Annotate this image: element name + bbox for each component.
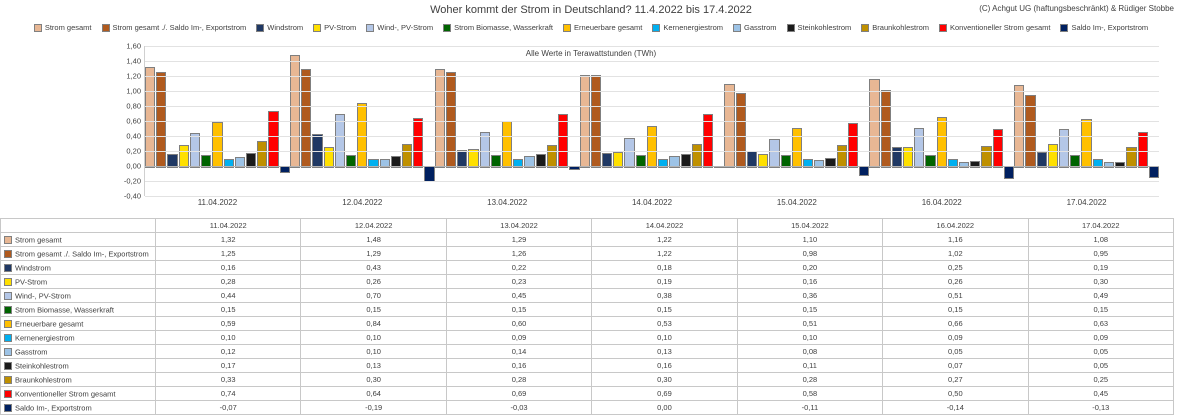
bar[interactable] <box>301 69 311 168</box>
legend-item <box>652 23 723 32</box>
bar[interactable] <box>1149 166 1159 178</box>
legend-item <box>939 23 1050 32</box>
legend-item <box>861 23 929 32</box>
table-cell: 0,19 <box>1028 261 1173 275</box>
table-cell: 0,45 <box>446 289 591 303</box>
table-cell: 0,15 <box>592 303 737 317</box>
table-cell: 0,95 <box>1028 247 1173 261</box>
legend-label: Windstrom <box>267 23 304 32</box>
bar[interactable] <box>1048 144 1058 169</box>
table-cell: 0,10 <box>592 331 737 345</box>
row-label: Kernenergiestrom <box>15 333 75 343</box>
legend-item <box>256 23 303 32</box>
gridline <box>145 151 1159 152</box>
column-header: 11.04.2022 <box>156 219 301 233</box>
gridline <box>145 166 1159 167</box>
row-label: Konventioneller Strom gesamt <box>15 389 116 399</box>
row-header <box>1 233 156 247</box>
table-cell: 0,10 <box>301 331 446 345</box>
legend-swatch <box>313 24 321 32</box>
table-body <box>1 233 1174 415</box>
table-cell: 0,09 <box>446 331 591 345</box>
bar[interactable] <box>402 144 412 169</box>
table-row <box>1 373 1174 387</box>
row-label: Erneuerbare gesamt <box>15 319 84 329</box>
table-cell: 0,84 <box>301 317 446 331</box>
table-cell: 0,38 <box>592 289 737 303</box>
table-cell: 0,43 <box>301 261 446 275</box>
table-cell: 0,30 <box>1028 275 1173 289</box>
series-swatch <box>4 278 12 286</box>
table-cell: 0,18 <box>592 261 737 275</box>
table-cell: 0,15 <box>156 303 301 317</box>
series-swatch <box>4 334 12 342</box>
table-cell: 0,10 <box>156 331 301 345</box>
series-swatch <box>4 292 12 300</box>
bar[interactable] <box>692 144 702 169</box>
bar[interactable] <box>547 145 557 168</box>
bar[interactable] <box>257 141 267 168</box>
gridline <box>145 46 1159 47</box>
table-cell: -0,03 <box>446 401 591 415</box>
table-cell: 0,13 <box>592 345 737 359</box>
column-header: 14.04.2022 <box>592 219 737 233</box>
bar[interactable] <box>881 90 891 169</box>
table-cell: 0,70 <box>301 289 446 303</box>
table-cell: 0,74 <box>156 387 301 401</box>
row-header <box>1 401 156 415</box>
legend-swatch <box>443 24 451 32</box>
table-cell: 0,30 <box>301 373 446 387</box>
copyright-note: (C) Achgut UG (haftungsbeschränkt) & Rüdiger Stobbe <box>979 4 1174 13</box>
table-cell: -0,19 <box>301 401 446 415</box>
table-cell: 0,16 <box>446 359 591 373</box>
table-row <box>1 387 1174 401</box>
legend-item <box>733 23 777 32</box>
bar[interactable] <box>179 145 189 168</box>
legend-swatch <box>366 24 374 32</box>
table-cell: 0,05 <box>883 345 1028 359</box>
bar[interactable] <box>145 67 155 168</box>
legend-swatch <box>787 24 795 32</box>
bar[interactable] <box>502 121 512 168</box>
bar[interactable] <box>1081 119 1091 168</box>
row-label: Braunkohlestrom <box>15 375 72 385</box>
bar[interactable] <box>981 146 991 168</box>
table-cell: 0,12 <box>156 345 301 359</box>
legend-item <box>1060 23 1148 32</box>
row-header <box>1 275 156 289</box>
bar[interactable] <box>993 129 1003 169</box>
legend-label: Kernenergiestrom <box>663 23 723 32</box>
table-cell: 1,25 <box>156 247 301 261</box>
bar[interactable] <box>937 117 947 169</box>
chart-subtitle: Alle Werte in Terawattstunden (TWh) <box>525 49 657 58</box>
table-cell: 0,45 <box>1028 387 1173 401</box>
legend-swatch <box>256 24 264 32</box>
row-label: Steinkohlestrom <box>15 361 69 371</box>
table-cell: 0,15 <box>883 303 1028 317</box>
y-axis-tick-label: 1,40 <box>126 56 141 66</box>
row-label: PV-Strom <box>15 277 48 287</box>
table-cell: 0,15 <box>301 303 446 317</box>
legend-label: Strom Biomasse, Wasserkraft <box>454 23 553 32</box>
table-cell: 0,28 <box>156 275 301 289</box>
legend-label: Saldo Im-, Exportstrom <box>1071 23 1149 32</box>
table-cell: 0,17 <box>156 359 301 373</box>
data-table <box>0 218 1174 415</box>
y-axis-tick-label: 0,00 <box>126 161 141 171</box>
table-cell: 0,36 <box>737 289 882 303</box>
table-cell: 0,26 <box>301 275 446 289</box>
table-cell: 0,19 <box>592 275 737 289</box>
bar[interactable] <box>724 84 734 169</box>
table-row <box>1 303 1174 317</box>
legend-label: Wind-, PV-Strom <box>377 23 434 32</box>
table-cell: 0,00 <box>592 401 737 415</box>
x-axis-tick-label: 11.04.2022 <box>197 198 238 207</box>
table-cell: 1,10 <box>737 233 882 247</box>
table-row <box>1 401 1174 415</box>
y-axis-tick-label: 1,20 <box>126 71 141 81</box>
series-swatch <box>4 306 12 314</box>
table-cell: 0,26 <box>883 275 1028 289</box>
table-row <box>1 289 1174 303</box>
row-label: Strom gesamt ./. Saldo Im-, Exportstrom <box>15 249 149 259</box>
bar[interactable] <box>647 126 657 168</box>
table-cell: 0,58 <box>737 387 882 401</box>
table-cell: -0,11 <box>737 401 882 415</box>
table-cell: 0,16 <box>592 359 737 373</box>
table-cell: 0,10 <box>737 331 882 345</box>
series-swatch <box>4 320 12 328</box>
table-cell: 1,29 <box>301 247 446 261</box>
bar[interactable] <box>268 111 278 169</box>
table-cell: 0,07 <box>883 359 1028 373</box>
bar[interactable] <box>558 114 568 168</box>
legend-item <box>443 23 553 32</box>
column-header: 12.04.2022 <box>301 219 446 233</box>
table-cell: 0,05 <box>1028 359 1173 373</box>
x-axis-tick-label: 14.04.2022 <box>631 198 673 207</box>
table-cell: 0,28 <box>737 373 882 387</box>
gridline <box>145 196 1159 197</box>
gridline <box>145 76 1159 77</box>
table-cell: 0,30 <box>592 373 737 387</box>
table-cell: -0,07 <box>156 401 301 415</box>
legend-label: PV-Strom <box>324 23 357 32</box>
legend-swatch <box>563 24 571 32</box>
x-axis-tick-label: 13.04.2022 <box>487 198 528 207</box>
table-cell: 0,63 <box>1028 317 1173 331</box>
page-title: Woher kommt der Strom in Deutschland? 11.4.2022 bis 17.4.2022 <box>430 4 752 16</box>
y-axis-tick-label: 1,60 <box>126 41 141 51</box>
table-cell: 0,11 <box>737 359 882 373</box>
series-swatch <box>4 236 12 244</box>
gridline <box>145 61 1159 62</box>
table-cell: 0,14 <box>446 345 591 359</box>
series-swatch <box>4 404 12 412</box>
table-cell: 0,08 <box>737 345 882 359</box>
table-cell: 0,25 <box>883 261 1028 275</box>
legend-label: Steinkohlestrom <box>797 23 852 32</box>
bar[interactable] <box>280 166 290 173</box>
table-cell: 0,15 <box>446 303 591 317</box>
bar[interactable] <box>624 138 634 169</box>
gridline <box>145 106 1159 107</box>
y-axis-tick-label: 0,60 <box>126 116 141 126</box>
table-cell: 0,44 <box>156 289 301 303</box>
table-cell: 0,28 <box>446 373 591 387</box>
row-label: Strom gesamt <box>15 235 62 245</box>
table-cell: 0,50 <box>883 387 1028 401</box>
row-header <box>1 247 156 261</box>
table-cell: 0,49 <box>1028 289 1173 303</box>
table-cell: 0,66 <box>883 317 1028 331</box>
legend-label: Braunkohlestrom <box>872 23 929 32</box>
column-header: 13.04.2022 <box>446 219 591 233</box>
y-axis-tick-label: -0,20 <box>123 176 141 186</box>
table-cell: 0,16 <box>737 275 882 289</box>
y-axis-tick-label: 0,20 <box>126 146 141 156</box>
bar[interactable] <box>424 166 434 182</box>
bar[interactable] <box>792 128 802 168</box>
table-cell: 0,20 <box>737 261 882 275</box>
legend-swatch <box>652 24 660 32</box>
legend-item <box>102 23 247 32</box>
table-cell: 1,22 <box>592 233 737 247</box>
series-swatch <box>4 348 12 356</box>
row-header <box>1 387 156 401</box>
table-cell: -0,13 <box>1028 401 1173 415</box>
row-header <box>1 303 156 317</box>
legend-label: Strom gesamt <box>44 23 92 32</box>
table-cell: 1,22 <box>592 247 737 261</box>
y-axis-tick-label: 0,40 <box>126 131 141 141</box>
row-label: Saldo Im-, Exportstrom <box>15 403 92 413</box>
row-header <box>1 345 156 359</box>
table-cell: 0,22 <box>446 261 591 275</box>
table-cell: 1,29 <box>446 233 591 247</box>
legend-swatch <box>939 24 947 32</box>
bar[interactable] <box>848 123 858 169</box>
table-cell: 0,69 <box>446 387 591 401</box>
table-cell: 0,53 <box>592 317 737 331</box>
table-cell: 1,26 <box>446 247 591 261</box>
legend-swatch <box>1060 24 1068 32</box>
x-axis-tick-label: 16.04.2022 <box>921 198 962 207</box>
column-header <box>1 219 156 233</box>
row-label: Gasstrom <box>15 347 48 357</box>
table-cell: 0,33 <box>156 373 301 387</box>
legend-swatch <box>733 24 741 32</box>
table-cell: 0,59 <box>156 317 301 331</box>
gridline <box>145 121 1159 122</box>
legend-label: Strom gesamt ./. Saldo Im-, Exportstrom <box>112 23 247 32</box>
bar[interactable] <box>736 93 746 169</box>
table-cell: 1,02 <box>883 247 1028 261</box>
bar[interactable] <box>1004 166 1014 179</box>
x-axis-tick-label: 12.04.2022 <box>342 198 383 207</box>
y-axis-tick-label: 1,00 <box>126 86 141 96</box>
legend-item <box>34 23 92 32</box>
legend-label: Erneuerbare gesamt <box>574 23 643 32</box>
table-cell: -0,14 <box>883 401 1028 415</box>
row-header <box>1 261 156 275</box>
x-axis-tick-label: 17.04.2022 <box>1066 198 1107 207</box>
row-header <box>1 289 156 303</box>
table-cell: 1,08 <box>1028 233 1173 247</box>
row-header <box>1 331 156 345</box>
table-cell: 0,51 <box>737 317 882 331</box>
column-header: 17.04.2022 <box>1028 219 1173 233</box>
legend-swatch <box>102 24 110 32</box>
table-cell: 0,25 <box>1028 373 1173 387</box>
gridline <box>145 91 1159 92</box>
table-row <box>1 261 1174 275</box>
gridline <box>145 181 1159 182</box>
legend-item <box>313 23 356 32</box>
table-row <box>1 317 1174 331</box>
table-cell: 0,23 <box>446 275 591 289</box>
table-cell: 0,13 <box>301 359 446 373</box>
row-header <box>1 317 156 331</box>
series-swatch <box>4 250 12 258</box>
series-swatch <box>4 362 12 370</box>
legend-item <box>787 23 852 32</box>
table-cell: 0,64 <box>301 387 446 401</box>
table-cell: 1,48 <box>301 233 446 247</box>
table-row <box>1 331 1174 345</box>
table-cell: 1,32 <box>156 233 301 247</box>
legend-label: Gasstrom <box>744 23 777 32</box>
bar[interactable] <box>914 128 924 168</box>
table-row <box>1 247 1174 261</box>
bar[interactable] <box>869 79 879 168</box>
bar[interactable] <box>1014 85 1024 168</box>
legend-label: Konventioneller Strom gesamt <box>950 23 1051 32</box>
bar[interactable] <box>212 122 222 168</box>
bar[interactable] <box>413 118 423 168</box>
table-row <box>1 275 1174 289</box>
row-header <box>1 359 156 373</box>
column-header: 15.04.2022 <box>737 219 882 233</box>
x-axis-tick-label: 15.04.2022 <box>776 198 817 207</box>
gridline <box>145 136 1159 137</box>
legend-swatch <box>34 24 42 32</box>
row-label: Wind-, PV-Strom <box>15 291 71 301</box>
table-cell: 0,60 <box>446 317 591 331</box>
table-cell: 0,05 <box>1028 345 1173 359</box>
legend-item <box>366 23 433 32</box>
chart-legend <box>0 23 1182 32</box>
bar[interactable] <box>859 166 869 176</box>
legend-item <box>563 23 642 32</box>
bar[interactable] <box>446 72 456 169</box>
table-header <box>1 219 1174 233</box>
table-cell: 0,51 <box>883 289 1028 303</box>
y-axis-tick-label: 0,80 <box>126 101 141 111</box>
table-cell: 0,10 <box>301 345 446 359</box>
legend-swatch <box>861 24 869 32</box>
bar[interactable] <box>837 145 847 168</box>
table-cell: 0,09 <box>1028 331 1173 345</box>
bar[interactable] <box>903 147 913 169</box>
table-cell: 0,98 <box>737 247 882 261</box>
table-cell: 1,16 <box>883 233 1028 247</box>
series-swatch <box>4 376 12 384</box>
table-cell: 0,09 <box>883 331 1028 345</box>
table-cell: 0,15 <box>737 303 882 317</box>
row-header <box>1 373 156 387</box>
bar[interactable] <box>769 139 779 168</box>
bar[interactable] <box>435 69 445 168</box>
plot-area <box>123 41 1159 207</box>
table-cell: 0,16 <box>156 261 301 275</box>
y-axis-tick-label: -0,40 <box>123 191 141 201</box>
row-label: Strom Biomasse, Wasserkraft <box>15 305 114 315</box>
table-row <box>1 233 1174 247</box>
series-swatch <box>4 264 12 272</box>
table-row <box>1 359 1174 373</box>
table-cell: 0,15 <box>1028 303 1173 317</box>
table-cell: 0,27 <box>883 373 1028 387</box>
row-label: Windstrom <box>15 263 51 273</box>
column-header: 16.04.2022 <box>883 219 1028 233</box>
table-cell: 0,69 <box>592 387 737 401</box>
table-row <box>1 345 1174 359</box>
bar[interactable] <box>703 114 713 168</box>
bar[interactable] <box>324 147 334 169</box>
series-swatch <box>4 390 12 398</box>
table-row <box>1 219 1174 233</box>
